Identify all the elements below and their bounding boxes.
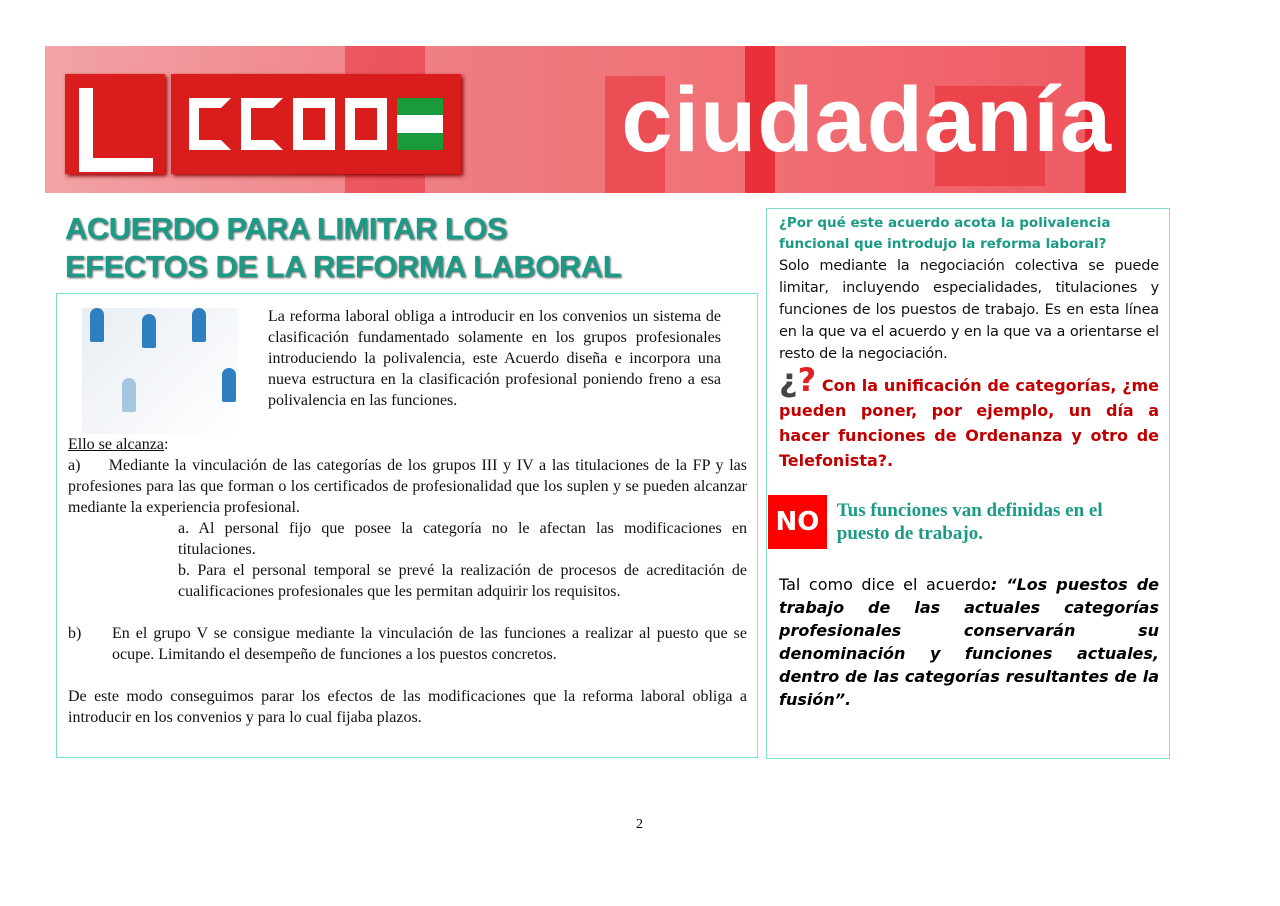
question-mark-icon: ¿? (779, 361, 817, 399)
point-a-2: b. Para el personal temporal se prevé la realización de procesos de acreditación de cualificaciones profesionales que les permitan adquirir los requisitos. (178, 562, 747, 600)
conclusion: De este modo conseguimos parar los efectos de las modificaciones que la reforma laboral obliga a introducir en los convenios y para lo cual fijaba plazos. (68, 688, 747, 726)
question-1: ¿Por qué este acuerdo acota la polivalencia funcional que introdujo la reforma laboral? (779, 215, 1111, 252)
no-badge: NO (768, 495, 827, 549)
page-number: 2 (636, 817, 643, 832)
question-2: ¿? Con la unificación de categorías, ¿me pueden poner, por ejemplo, un día a hacer funciones de Ordenanza y otro de Telefonista?. (779, 361, 1159, 470)
point-a-1: a. Al personal fijo que posee la categoría no le afectan las modificaciones en titulaciones. (178, 520, 747, 558)
no-text: Tus funciones van definidas en el puesto de trabajo. (836, 500, 1103, 544)
title-line-2: EFECTOS DE LA REFORMA LABORAL (65, 249, 622, 284)
answer-1: Solo mediante la negociación colectiva se puede limitar, incluyendo especialidades, titulaciones y funciones de los puestos de trabajo. Es en esta línea en la que va el acuerdo y en la que va a orientarse el resto de la negociación. (779, 258, 1159, 362)
network-people-image (82, 308, 238, 434)
page-title (65, 210, 621, 286)
faq-sidebar (766, 208, 1170, 759)
point-a: a) Mediante la vinculación de las categorías de los grupos III y IV a las titulaciones de la FP y las profesiones para las que forman o los certificados de profesionalidad que los suplen y se pueden alcanzar mediante la experiencia profesional. (68, 457, 747, 516)
ello-label: Ello se alcanza: (68, 436, 169, 453)
answer-2 (768, 495, 1159, 549)
intro-paragraph: La reforma laboral obliga a introducir en los convenios un sistema de clasificación fundamentado solamente en los grupos profesionales introduciendo la polivalencia, este Acuerdo diseña e incorpora una nueva estructura en la clasificación profesional poniendo freno a esa polivalencia en las funciones. (268, 308, 721, 409)
header-banner (45, 46, 1126, 193)
ccoo-logo (65, 74, 461, 174)
brand-title: ciudadanía (621, 69, 1112, 171)
point-b: b) En el grupo V se consigue mediante la vinculación de las funciones a realizar al puesto que se ocupe. Limitando el desempeño de funciones a los puestos concretos. (68, 625, 747, 663)
title-line-1: ACUERDO PARA LIMITAR LOS (65, 211, 508, 246)
main-article-box (56, 293, 758, 758)
agreement-quote: Tal como dice el acuerdo: “Los puestos de trabajo de las actuales categorías profesionales conservarán su denominación y funciones actuales, dentro de las categorías resultantes de la fusión”. (779, 575, 1160, 709)
